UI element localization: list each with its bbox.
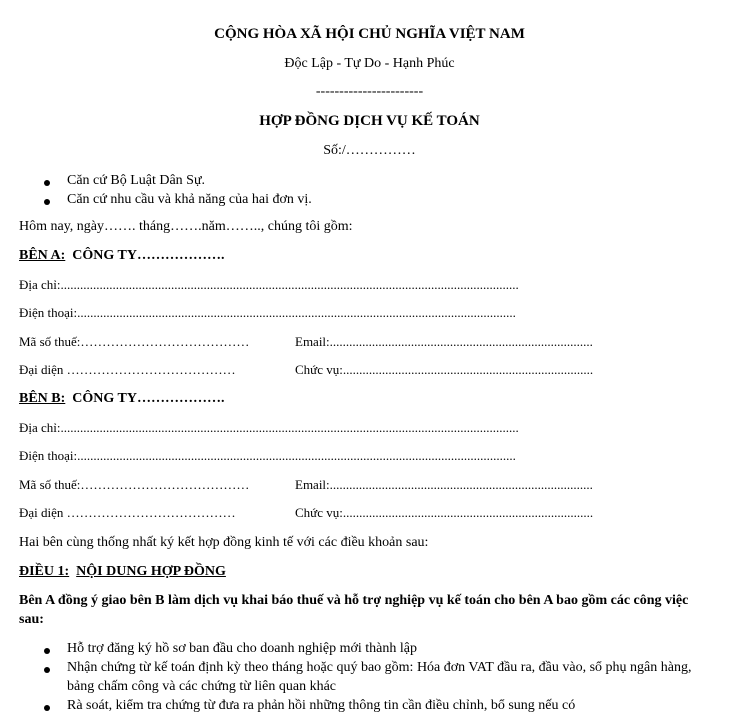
party-a-email: Email:................................................................................. xyxy=(295,334,593,349)
bullet-icon xyxy=(44,705,50,711)
party-b-position: Chức vụ:............................................................................. xyxy=(295,505,594,520)
header-separator: ----------------------- xyxy=(315,84,424,99)
party-a-phone: Điện thoại:....................................................................................................................................... xyxy=(19,305,516,320)
party-a-heading xyxy=(19,248,225,264)
contract-number: Số:/…………… xyxy=(323,143,416,158)
basis-item: Căn cứ nhu cầu và khả năng của hai đơn vị. xyxy=(67,192,312,207)
article-1-item-cont: bảng chấm công và các chứng từ liên quan khác xyxy=(67,679,337,694)
bullet-icon xyxy=(44,199,50,205)
national-motto: Độc Lập - Tự Do - Hạnh Phúc xyxy=(284,56,455,71)
article-1-lead: Bên A đồng ý giao bên B làm dịch vụ khai báo thuế và hỗ trợ nghiệp vụ kế toán cho bên A bao gồm các công việc xyxy=(19,593,689,608)
party-b-address: Địa chỉ:............................................................................................................................................. xyxy=(19,420,519,435)
party-b-company: CÔNG TY………………. xyxy=(72,391,225,406)
party-a-company: CÔNG TY………………. xyxy=(72,248,225,263)
party-b-heading xyxy=(19,391,225,407)
party-b-email: Email:................................................................................. xyxy=(295,477,593,492)
country-name: CỘNG HÒA XÃ HỘI CHỦ NGHĨA VIỆT NAM xyxy=(214,26,525,42)
party-a-position: Chức vụ:............................................................................. xyxy=(295,362,594,377)
article-1-item: Hỗ trợ đăng ký hồ sơ ban đầu cho doanh nghiệp mới thành lập xyxy=(67,641,417,656)
party-b-tax-code: Mã số thuế:………………………………… xyxy=(19,477,250,492)
party-b-label: BÊN B: xyxy=(19,391,66,406)
party-a-address: Địa chỉ:............................................................................................................................................. xyxy=(19,277,519,292)
intro-text: Hôm nay, ngày……. tháng…….năm…….., chúng tôi gồm: xyxy=(19,219,353,234)
article-1-item: Nhận chứng từ kế toán định kỳ theo tháng hoặc quý bao gồm: Hóa đơn VAT đầu ra, đầu vào, sổ phụ ngân hàng, xyxy=(67,660,692,675)
article-1-heading xyxy=(19,564,226,580)
party-a-label: BÊN A: xyxy=(19,248,66,263)
party-b-representative: Đại diện ………………………………… xyxy=(19,505,236,520)
party-a-representative: Đại diện ………………………………… xyxy=(19,362,236,377)
article-1-item: Rà soát, kiểm tra chứng từ đưa ra phản hồi những thông tin cần điều chỉnh, bổ sung nếu có xyxy=(67,698,576,713)
article-1-label: ĐIỀU 1: xyxy=(19,564,70,579)
document-title: HỢP ĐỒNG DỊCH VỤ KẾ TOÁN xyxy=(259,113,480,129)
article-1-title: NỘI DUNG HỢP ĐỒNG xyxy=(76,564,226,579)
party-a-tax-code: Mã số thuế:………………………………… xyxy=(19,334,250,349)
basis-item: Căn cứ Bộ Luật Dân Sự. xyxy=(67,173,206,188)
party-b-phone: Điện thoại:....................................................................................................................................... xyxy=(19,448,516,463)
agreement-text: Hai bên cùng thống nhất ký kết hợp đồng kinh tế với các điều khoản sau: xyxy=(19,535,429,550)
article-1-lead-cont: sau: xyxy=(19,612,44,627)
bullet-icon xyxy=(44,667,50,673)
bullet-icon xyxy=(44,648,50,654)
bullet-icon xyxy=(44,180,50,186)
